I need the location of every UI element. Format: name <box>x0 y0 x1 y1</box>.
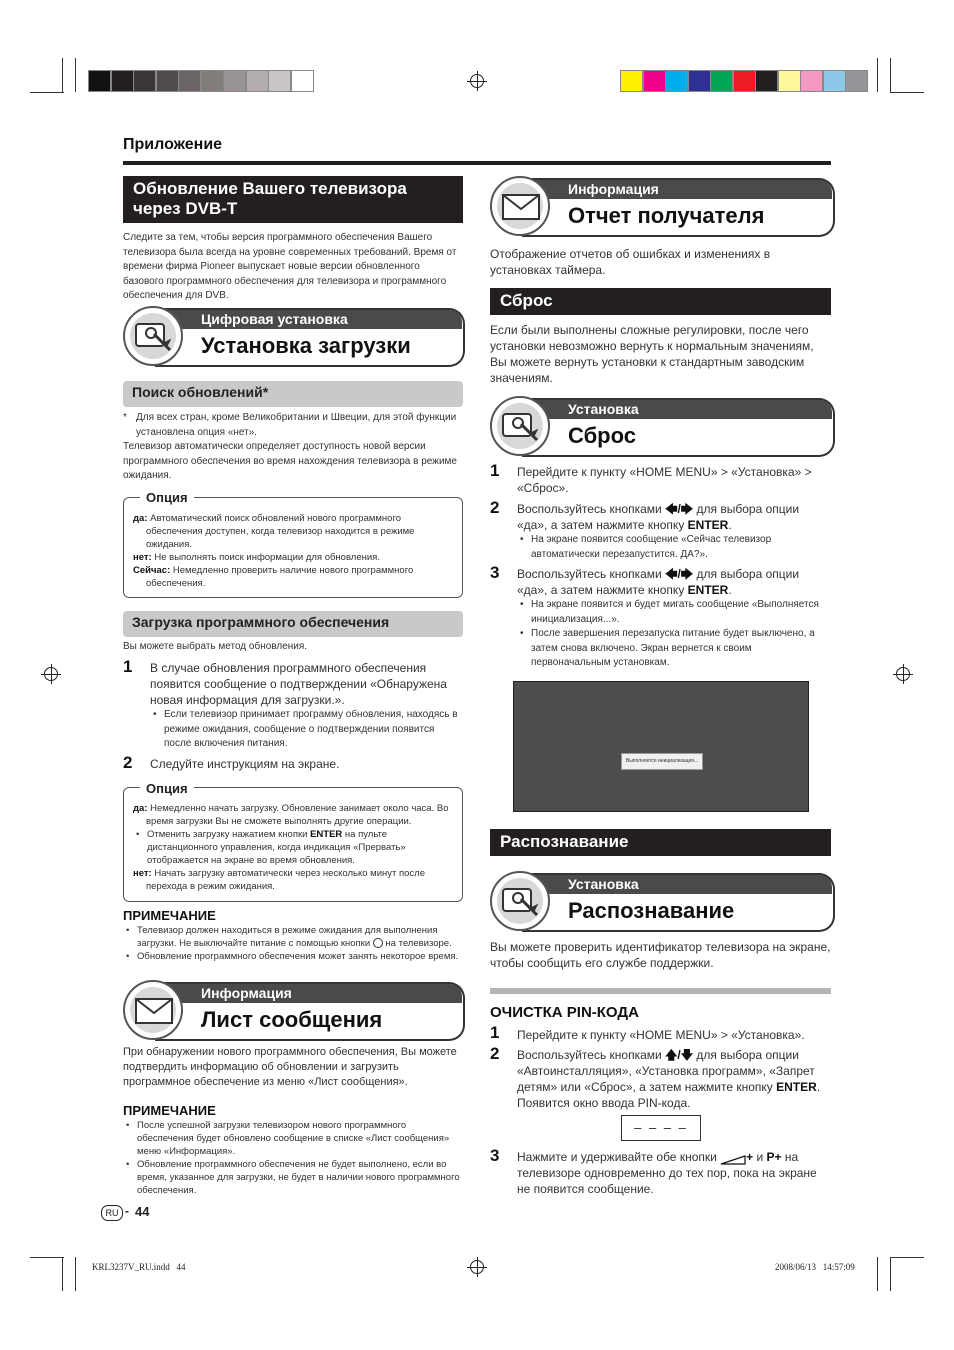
step-bullet: • На экране появится и будет мигать сообщение «Выполняется инициализация...». <box>531 598 827 627</box>
pin-input-box: – – – – <box>621 1115 701 1141</box>
page-number: 44 <box>135 1204 150 1219</box>
note-bullet: • Телевизор должен находиться в режиме ожидания для выполнения загрузки. Не выключайте питание с помощью кнопки на телевизоре. <box>137 924 463 950</box>
step-text: Воспользуйтесь кнопками 🡄/🡆 для выбора опции «да», а затем нажмите кнопку ENTER. <box>517 567 800 597</box>
reset-text: Если были выполнены сложные регулировки, после чего установки невозможно вернуть к нормальным значениям, Вы можете вернуть установки к стандартным заводским значениям. <box>490 323 814 385</box>
option-label: Опция <box>140 490 194 505</box>
left-right-arrows-icon: 🡄/🡆 <box>665 567 694 581</box>
crop-mark <box>877 1257 878 1291</box>
color-swatch <box>845 70 868 92</box>
up-down-arrows-icon: 🡅/🡇 <box>665 1048 694 1062</box>
note-heading: ПРИМЕЧАНИЕ <box>123 1103 216 1118</box>
opt-text: Не выполнять поиск информации для обновления. <box>154 552 380 563</box>
step-number: 1 <box>490 1023 500 1042</box>
crop-mark <box>877 58 878 92</box>
search-text: Телевизор автоматически определяет доступность новой версии программного обеспечения во время нахождения телевизора в режиме ожидания. <box>123 441 457 481</box>
note-bullet: • Обновление программного обеспечения может занять некоторое время. <box>137 950 463 963</box>
crop-mark <box>62 1257 63 1291</box>
opt-text: Автоматический поиск обновлений нового программного обеспечения доступен, когда телевизор находится в режиме ожидания. <box>146 513 415 550</box>
banner-category: Информация <box>526 180 832 199</box>
language-badge: RU <box>101 1205 123 1221</box>
envelope-icon <box>501 190 541 224</box>
step-text: Воспользуйтесь кнопками 🡄/🡆 для выбора опции «да», а затем нажмите кнопку ENTER. <box>517 502 800 532</box>
banner-title: Отчет получателя <box>568 203 765 228</box>
color-swatch <box>733 70 756 92</box>
note-bullet: • После успешной загрузки телевизором нового программного обеспечения будет обновлено сообщение в списке «Лист сообщения» меню «Информация». <box>137 1119 463 1158</box>
gray-swatch <box>246 70 269 92</box>
banner-category: Цифровая установка <box>159 310 462 329</box>
opt-key: нет: <box>133 868 152 879</box>
banner-category: Установка <box>526 400 832 419</box>
file-name: KRL3237V_RU.indd 44 <box>92 1262 186 1272</box>
gray-swatch <box>201 70 224 92</box>
gray-swatch <box>268 70 291 92</box>
banner-title: Распознавание <box>568 898 735 923</box>
crop-mark <box>62 58 63 92</box>
settings-tv-icon <box>501 885 541 919</box>
crop-mark <box>30 1257 64 1258</box>
crop-mark <box>890 1257 891 1291</box>
download-heading: Загрузка программного обеспечения <box>123 611 463 637</box>
note-bullet: • Обновление программного обеспечения не будет выполнено, если во время, указанное для загрузки, не будет в наличии нового программного обеспечения. <box>137 1158 463 1197</box>
registration-mark-icon <box>470 1260 484 1274</box>
gray-swatch <box>291 70 314 92</box>
recognition-heading: Распознавание <box>490 829 831 856</box>
crop-mark <box>75 1257 76 1291</box>
search-heading: Поиск обновлений* <box>123 381 463 407</box>
opt-text: Начать загрузку автоматически через несколько минут после перехода в режим ожидания. <box>146 868 426 892</box>
opt-key: нет: <box>133 552 152 563</box>
timestamp: 2008/06/13 14:57:09 <box>775 1262 855 1272</box>
step-number: 1 <box>490 461 500 480</box>
step-bullet: • На экране появится сообщение «Сейчас телевизор автоматически перезапустится. ДА?». <box>531 533 817 562</box>
color-swatch <box>643 70 666 92</box>
step-text: Перейдите к пункту «HOME MENU» > «Установка» > «Сброс». <box>517 465 812 495</box>
message-text: При обнаружении нового программного обеспечения, Вы можете подтвердить информацию об обновлении и загрузить программное обеспечение из меню «Лист сообщения». <box>123 1046 457 1088</box>
left-right-arrows-icon: 🡄/🡆 <box>665 502 694 516</box>
power-icon <box>373 938 383 948</box>
banner-recognition <box>490 871 835 933</box>
envelope-icon <box>134 994 174 1028</box>
banner-reset <box>490 396 835 458</box>
step-text: Перейдите к пункту «HOME MENU» > «Установка». <box>517 1028 805 1042</box>
footnote-mark: * <box>123 412 127 423</box>
gray-swatch <box>111 70 134 92</box>
color-swatch <box>620 70 643 92</box>
color-swatch <box>688 70 711 92</box>
step-number: 2 <box>123 753 133 772</box>
step-text: Следуйте инструкциям на экране. <box>150 757 340 771</box>
crop-mark <box>890 92 924 93</box>
banner-message-list <box>123 980 465 1042</box>
gray-swatch <box>133 70 156 92</box>
crop-mark <box>30 92 64 93</box>
settings-tv-icon <box>134 320 174 354</box>
color-swatch <box>710 70 733 92</box>
opt-text: Немедленно проверить наличие нового программного обеспечения. <box>146 565 414 589</box>
note-heading: ПРИМЕЧАНИЕ <box>123 908 216 923</box>
crop-mark <box>75 58 76 92</box>
color-swatch <box>755 70 778 92</box>
option-box-download <box>123 781 463 902</box>
gray-swatch <box>88 70 111 92</box>
step-bullet: • После завершения перезапуска питание будет выключено, а затем снова включено. Экран вернется к своим первоначальным установкам. <box>531 627 827 671</box>
step-number: 2 <box>490 1044 500 1063</box>
reset-heading: Сброс <box>490 288 831 315</box>
color-swatch <box>800 70 823 92</box>
step-number: 2 <box>490 498 500 517</box>
step-number: 1 <box>123 657 133 676</box>
channel-up-label: P+ <box>766 1150 782 1164</box>
opt-key: Сейчас: <box>133 565 171 576</box>
banner-category: Информация <box>159 984 462 1003</box>
color-swatch <box>665 70 688 92</box>
banner-download-setup <box>123 306 465 368</box>
volume-icon <box>720 1153 746 1163</box>
opt-text: Немедленно начать загрузку. Обновление занимает около часа. Во время загрузки Вы не сможете выполнять другие операции. <box>146 803 449 827</box>
divider-bar <box>490 988 831 994</box>
report-text: Отображение отчетов об ошибках и изменениях в установках таймера. <box>490 247 771 277</box>
footnote-text: Для всех стран, кроме Великобритании и Швеции, для этой функции установлена опция «нет». <box>136 412 457 438</box>
main-heading: Обновление Вашего телевизора через DVB-T <box>123 176 463 223</box>
opt-key: да: <box>133 803 148 814</box>
gray-swatch <box>156 70 179 92</box>
option-label: Опция <box>140 781 194 796</box>
page-separator: - <box>125 1204 129 1218</box>
banner-title: Лист сообщения <box>201 1007 383 1032</box>
header-rule <box>123 161 831 165</box>
step-number: 3 <box>490 563 500 582</box>
tv-screen-mockup <box>513 681 809 812</box>
gray-swatch <box>178 70 201 92</box>
opt-key: да: <box>133 513 148 524</box>
registration-mark-icon <box>44 667 58 681</box>
opt-bullet: • Отменить загрузку нажатием кнопки ENTER на пульте дистанционного управления, когда индикация «Прервать» отображается на экране во время обновления. <box>147 828 455 867</box>
banner-title: Установка загрузки <box>201 333 411 358</box>
crop-mark <box>890 58 891 92</box>
download-text: Вы можете выбрать метод обновления. <box>123 641 308 652</box>
color-swatch <box>778 70 801 92</box>
crop-mark <box>890 1257 924 1258</box>
settings-tv-icon <box>501 410 541 444</box>
color-swatch <box>823 70 846 92</box>
step-bullet: • Если телевизор принимает программу обновления, находясь в режиме ожидания, сообщение о подтверждении появится после включения питания. <box>164 708 463 752</box>
pin-heading: ОЧИСТКА PIN-КОДА <box>490 1004 639 1021</box>
recognition-text: Вы можете проверить идентификатор телевизора на экране, чтобы сообщить его службе поддержки. <box>490 940 831 970</box>
step-text: В случае обновления программного обеспечения появится сообщение о подтверждении «Обнаружена новая информация для загрузки.». <box>150 661 447 707</box>
banner-title: Сброс <box>568 423 637 448</box>
banner-category: Установка <box>526 875 832 894</box>
step-number: 3 <box>490 1146 500 1165</box>
registration-mark-icon <box>470 74 484 88</box>
section-label: Приложение <box>123 136 223 153</box>
init-message-box: Выполняется инициализация... <box>621 753 703 770</box>
banner-receiver-report <box>490 176 835 238</box>
option-box-search <box>123 490 463 598</box>
gray-swatch <box>223 70 246 92</box>
registration-mark-icon <box>896 667 910 681</box>
intro-text: Следите за тем, чтобы версия программного обеспечения Вашего телевизора была всегда на уровне современных требований. Время от времени фирма Pioneer выпускает новые версии обновленного базового программного обеспечения для телевизора и программного обеспечения для DVB. <box>123 232 457 301</box>
